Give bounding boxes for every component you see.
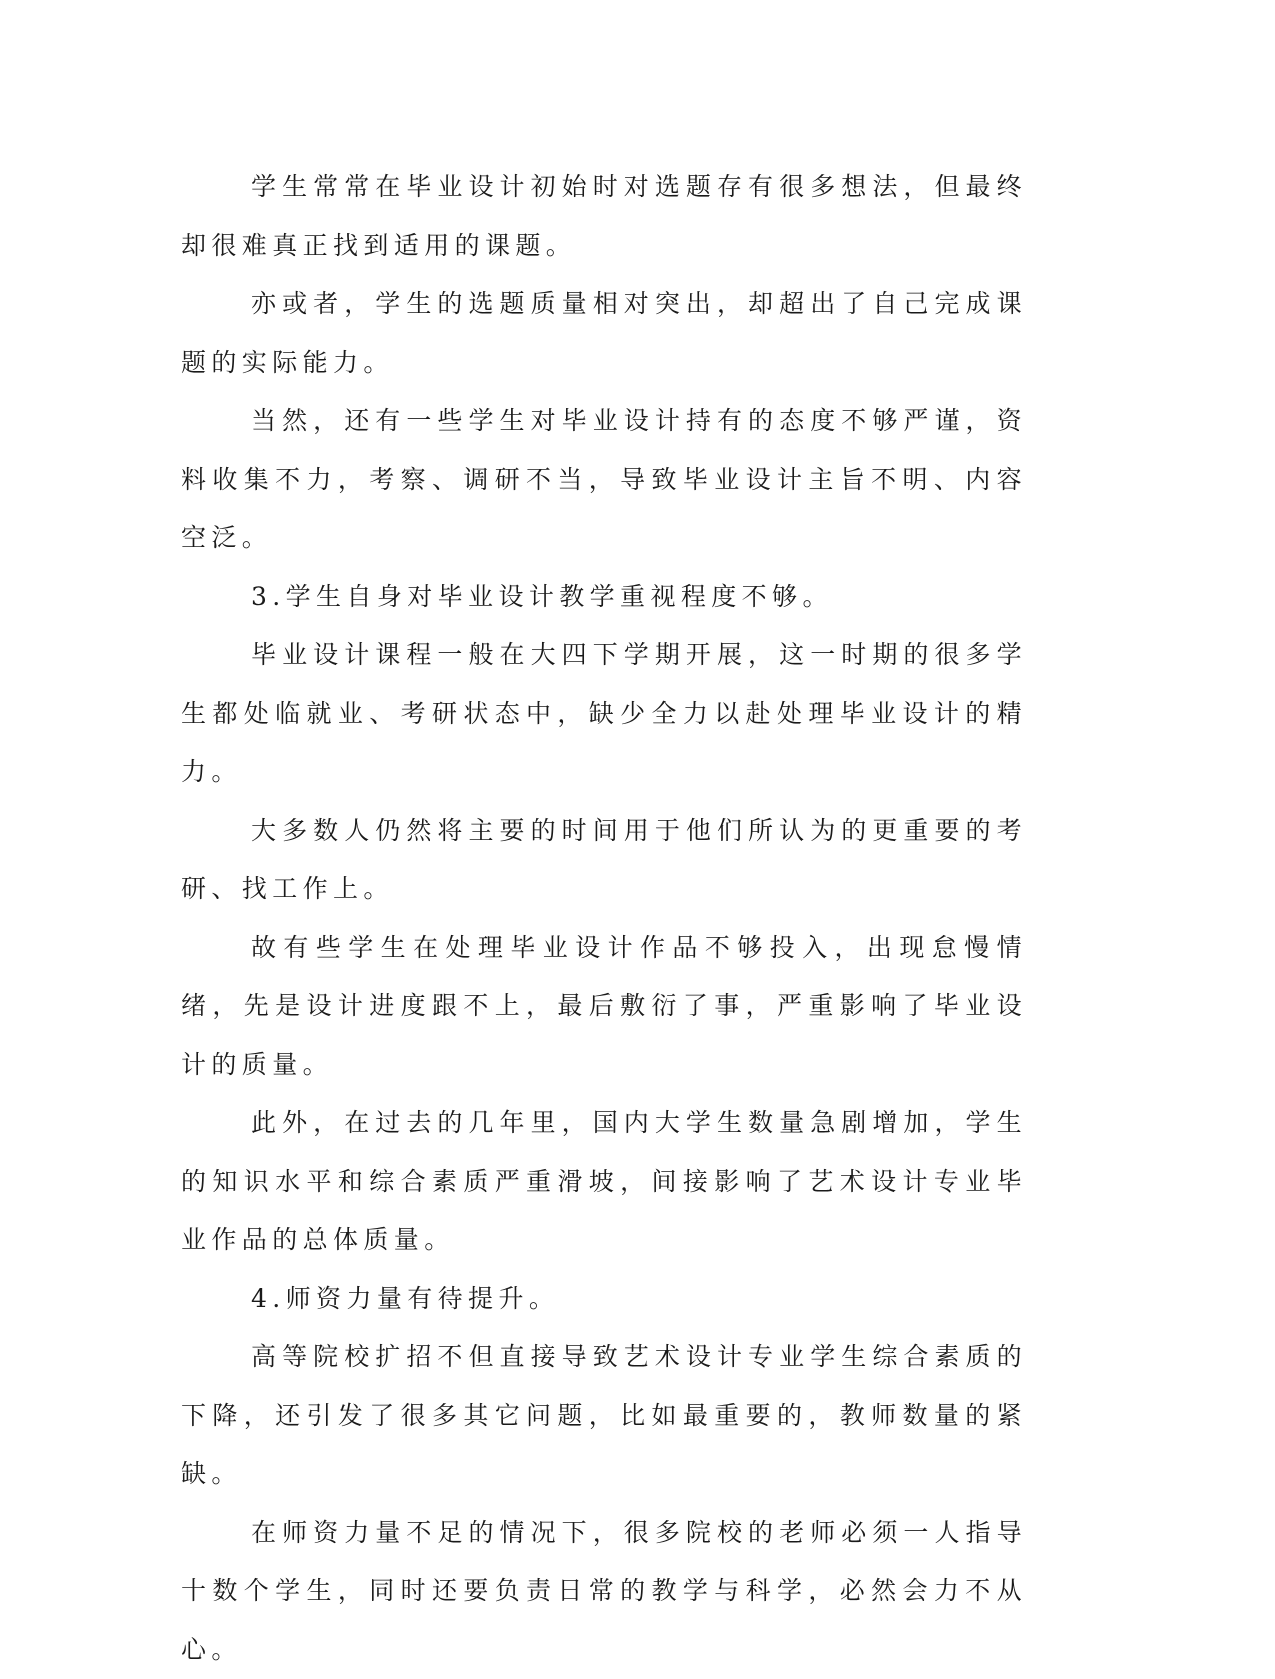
paragraph: 学生常常在毕业设计初始时对选题存有很多想法，但最终却很难真正找到适用的课题。 bbox=[181, 158, 1027, 275]
section-heading: 3.学生自身对毕业设计教学重视程度不够。 bbox=[181, 568, 1027, 627]
paragraph: 当然，还有一些学生对毕业设计持有的态度不够严谨，资料收集不力，考察、调研不当，导致毕业设计主旨不明、内容空泛。 bbox=[181, 392, 1027, 568]
paragraph: 在师资力量不足的情况下，很多院校的老师必须一人指导十数个学生，同时还要负责日常的教学与科学，必然会力不从心。 bbox=[181, 1504, 1027, 1679]
paragraph: 此外，在过去的几年里，国内大学生数量急剧增加，学生的知识水平和综合素质严重滑坡，间接影响了艺术设计专业毕业作品的总体质量。 bbox=[181, 1094, 1027, 1270]
document-body bbox=[181, 158, 1027, 1679]
paragraph: 亦或者，学生的选题质量相对突出，却超出了自己完成课题的实际能力。 bbox=[181, 275, 1027, 392]
paragraph: 大多数人仍然将主要的时间用于他们所认为的更重要的考研、找工作上。 bbox=[181, 802, 1027, 919]
paragraph: 高等院校扩招不但直接导致艺术设计专业学生综合素质的下降，还引发了很多其它问题，比如最重要的，教师数量的紧缺。 bbox=[181, 1328, 1027, 1504]
section-heading: 4.师资力量有待提升。 bbox=[181, 1270, 1027, 1329]
paragraph: 故有些学生在处理毕业设计作品不够投入，出现怠慢情绪，先是设计进度跟不上，最后敷衍了事，严重影响了毕业设计的质量。 bbox=[181, 919, 1027, 1095]
paragraph: 毕业设计课程一般在大四下学期开展，这一时期的很多学生都处临就业、考研状态中，缺少全力以赴处理毕业设计的精力。 bbox=[181, 626, 1027, 802]
